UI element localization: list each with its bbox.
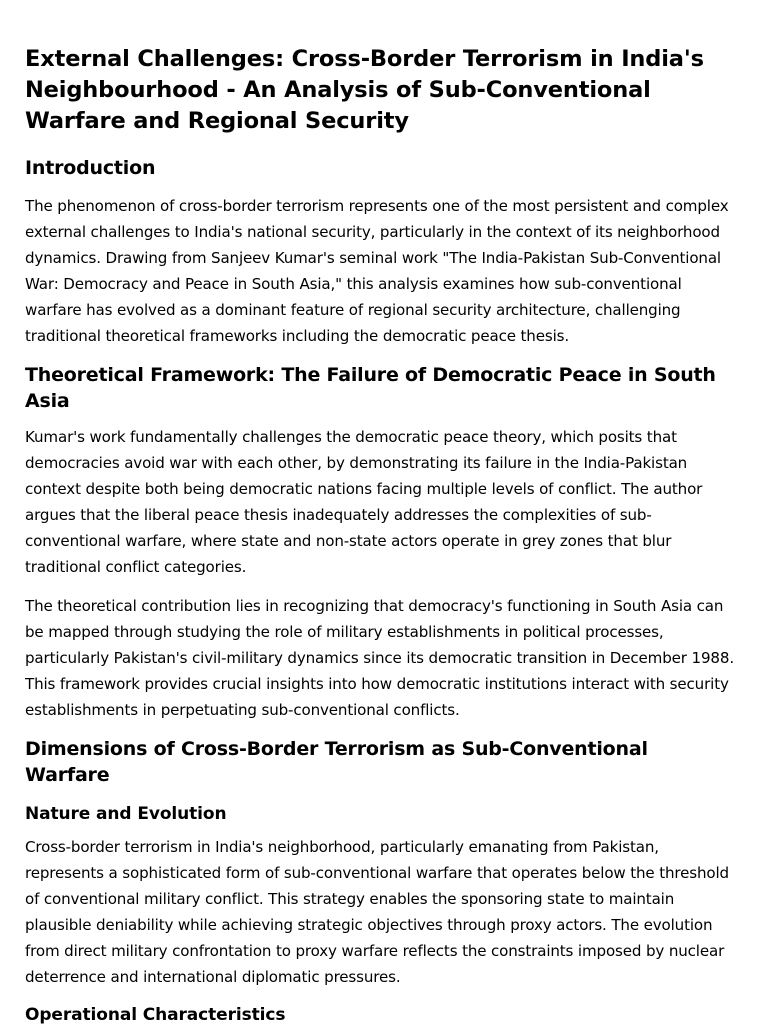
section-heading-dimensions: Dimensions of Cross-Border Terrorism as Sub-Conventional Warfare [25, 738, 648, 786]
subsection-heading-nature-and-evolution: Nature and Evolution [25, 804, 227, 824]
subsection-heading-operational-characteristics: Operational Characteristics [25, 1005, 286, 1025]
document-title: External Challenges: Cross-Border Terrorism in India's Neighbourhood - An Analysis of Sub-Conventional Warfare and Regional Security [25, 46, 704, 134]
introduction-paragraph: The phenomenon of cross-border terrorism represents one of the most persistent and complex external challenges to India's national security, particularly in the context of its neighborhood dynamics. Drawing from Sanjeev Kumar's seminal work "The India-Pakistan Sub-Conventional War: Democracy and Peace in South Asia," this analysis examines how sub-conventional warfare has evolved as a dominant feature of regional security architecture, challenging traditional theoretical frameworks including the democratic peace thesis. [25, 197, 729, 345]
theoretical-framework-paragraph-2: The theoretical contribution lies in recognizing that democracy's functioning in South Asia can be mapped through studying the role of military establishments in political processes, particularly Pakistan's civil-military dynamics since its democratic transition in December 1988. This framework provides crucial insights into how democratic institutions interact with security establishments in perpetuating sub-conventional conflicts. [25, 597, 734, 719]
theoretical-framework-paragraph-1: Kumar's work fundamentally challenges the democratic peace theory, which posits that democracies avoid war with each other, by demonstrating its failure in the India-Pakistan context despite both being democratic nations facing multiple levels of conflict. The author argues that the liberal peace thesis inadequately addresses the complexities of sub-conventional warfare, where state and non-state actors operate in grey zones that blur traditional conflict categories. [25, 428, 703, 576]
section-heading-introduction: Introduction [25, 157, 156, 179]
nature-and-evolution-paragraph: Cross-border terrorism in India's neighborhood, particularly emanating from Pakistan, represents a sophisticated form of sub-conventional warfare that operates below the threshold of conventional military conflict. This strategy enables the sponsoring state to maintain plausible deniability while achieving strategic objectives through proxy actors. The evolution from direct military confrontation to proxy warfare reflects the constraints imposed by nuclear deterrence and international diplomatic pressures. [25, 838, 729, 986]
section-heading-theoretical-framework: Theoretical Framework: The Failure of Democratic Peace in South Asia [25, 364, 716, 412]
